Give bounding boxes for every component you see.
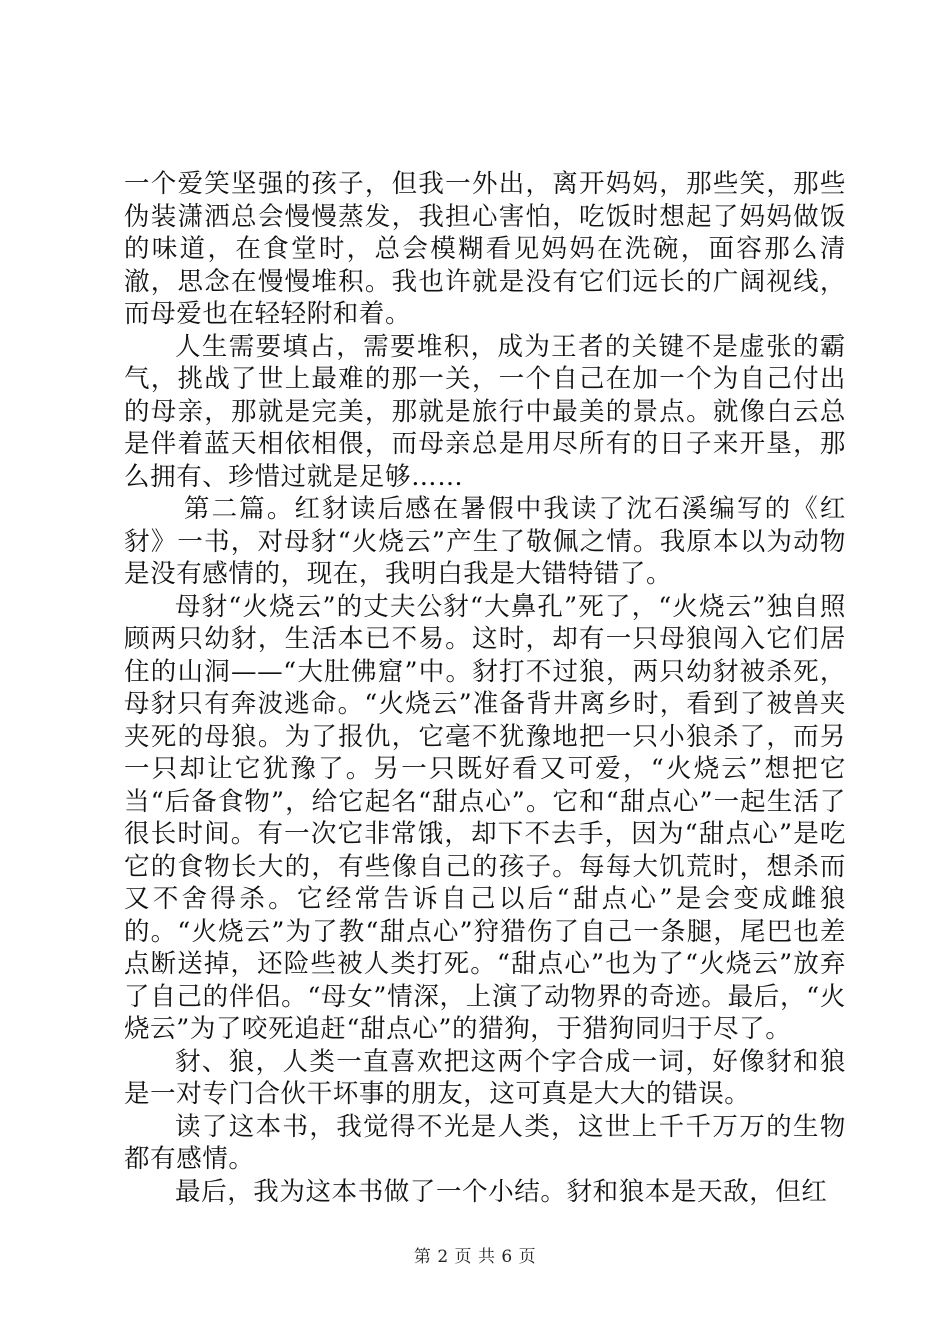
paragraph-7: 最后，我为这本书做了一个小结。豺和狼本是天敌，但红 (175, 1176, 828, 1207)
page-number-footer: 第 2 页 共 6 页 (413, 1247, 537, 1267)
paragraph-1: 一个爱笑坚强的孩子，但我一外出，离开妈妈，那些笑，那些伪装潇洒总会慢慢蒸发，我担心害怕，吃饭时想起了妈妈做饭的味道，在食堂时，总会模糊看见妈妈在洗碗，面容那么清澈，思念在慢慢堆积。我也许就是没有它们远长的广阔视线，而母爱也在轻轻附和着。 (124, 169, 846, 329)
paragraph-4: 母豺“火烧云”的丈夫公豺“大鼻孔”死了，“火烧云”独自照顾两只幼豺，生活本已不易。这时，却有一只母狼闯入它们居住的山洞——“大肚佛窟”中。豺打不过狼，两只幼豺被杀死，母豺只有奔波逃命。“火烧云”准备背井离乡时，看到了被兽夹夹死的母狼。为了报仇，它毫不犹豫地把一只小狼杀了，而另一只却让它犹豫了。另一只既好看又可爱，“火烧云”想把它当“后备食物”，给它起名“甜点心”。它和“甜点心”一起生活了很长时间。有一次它非常饿，却下不去手，因为“甜点心”是吃它的食物长大的，有些像自己的孩子。每每大饥荒时，想杀而又不舍得杀。它经常告诉自己以后“甜点心”是会变成雌狼的。“火烧云”为了教“甜点心”狩猎伤了自己一条腿，尾巴也差点断送掉，还险些被人类打死。“甜点心”也为了“火烧云”放弃了自己的伴侣。“母女”情深，上演了动物界的奇迹。最后，“火烧云”为了咬死追赶“甜点心”的猎狗，于猎狗同归于尽了。 (124, 591, 846, 1044)
paragraph-3: 第二篇。红豺读后感在暑假中我读了沈石溪编写的《红豺》一书，对母豺“火烧云”产生了敬佩之情。我原本以为动物是没有感情的，现在，我明白我是大错特错了。 (124, 494, 846, 589)
document-body (124, 168, 846, 1208)
paragraph-6: 读了这本书，我觉得不光是人类，这世上千千万万的生物都有感情。 (124, 1111, 846, 1174)
paragraph-2: 人生需要填占，需要堆积，成为王者的关键不是虚张的霸气，挑战了世上最难的那一关，一个自己在加一个为自己付出的母亲，那就是完美，那就是旅行中最美的景点。就像白云总是伴着蓝天相依相偎，而母亲总是用尽所有的日子来开垦，那么拥有、珍惜过就是足够…… (124, 331, 846, 492)
paragraph-5: 豺、狼，人类一直喜欢把这两个字合成一词，好像豺和狼是一对专门合伙干坏事的朋友，这可真是大大的错误。 (124, 1046, 846, 1109)
